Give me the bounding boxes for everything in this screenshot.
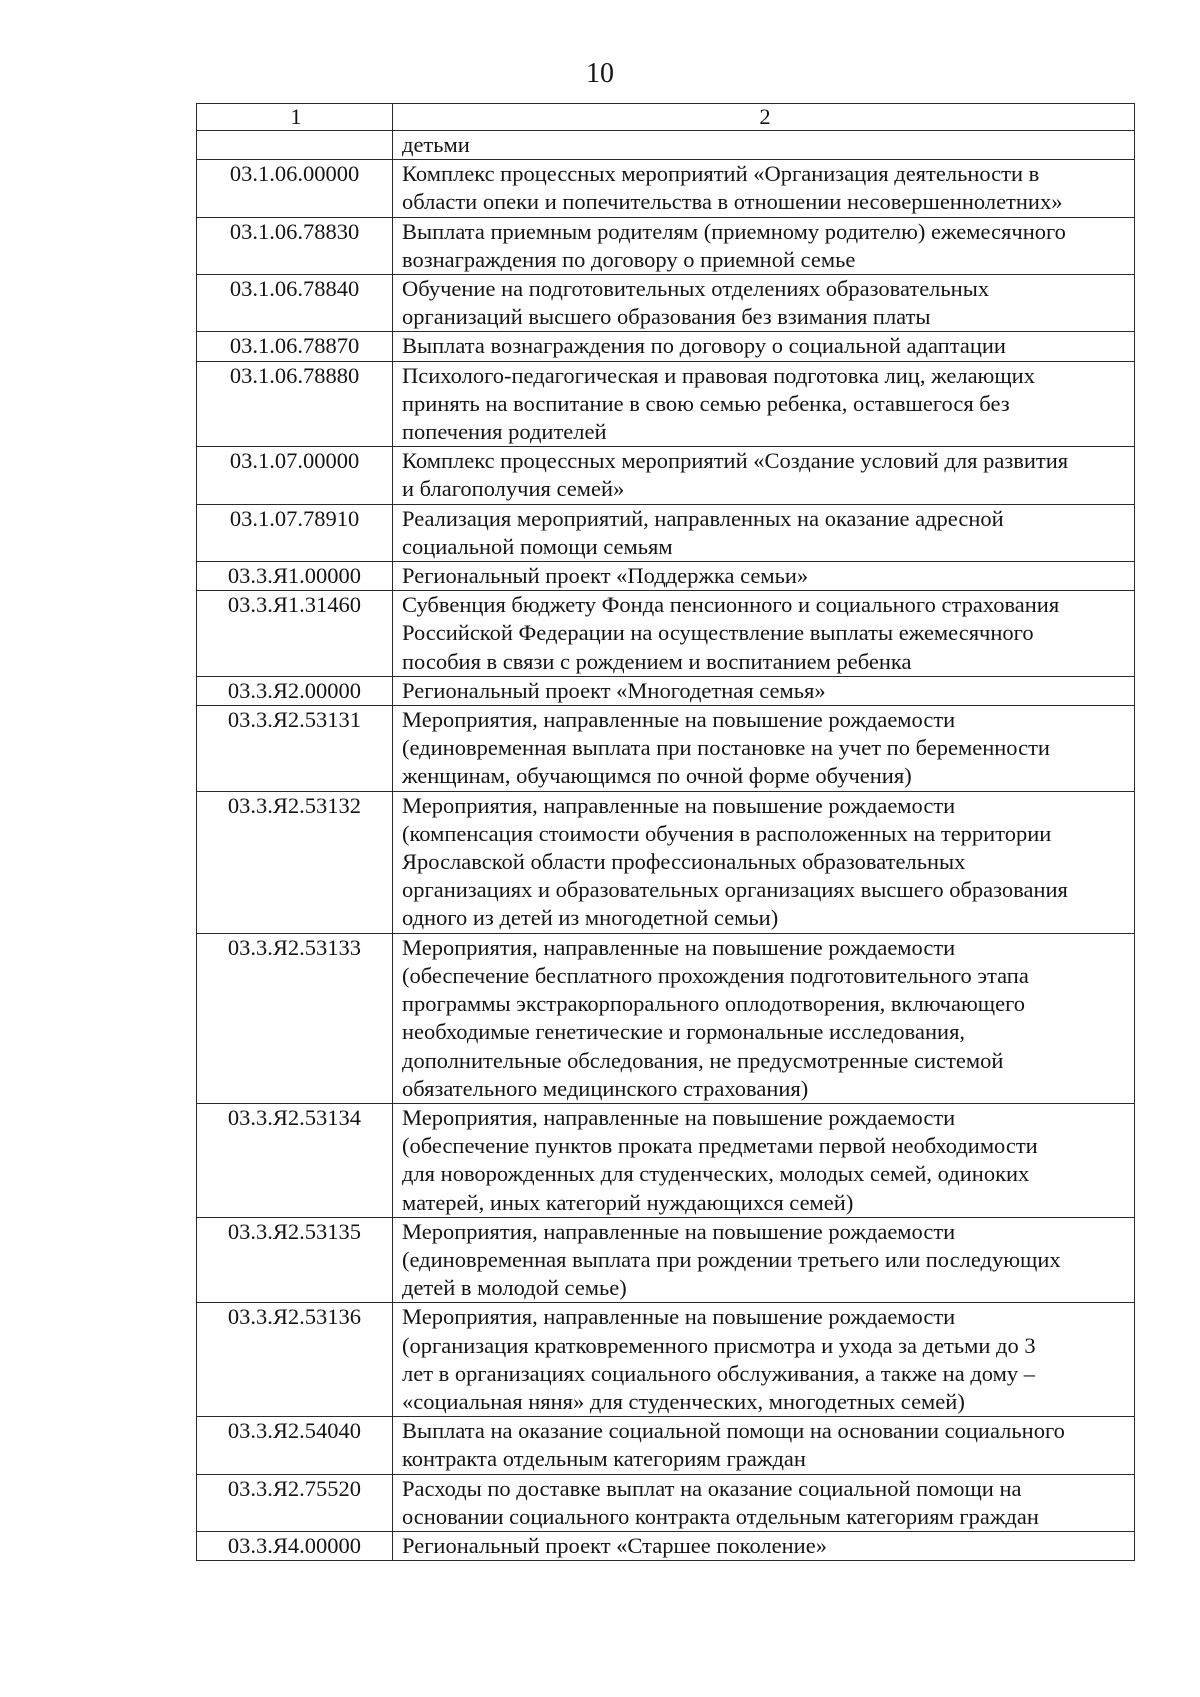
description-line: Мероприятия, направленные на повышение рождаемости — [402, 1104, 956, 1130]
table-row — [197, 361, 1135, 447]
description-line: (организация кратковременного присмотра и ухода за детьми до 3 — [402, 1332, 1036, 1358]
description-line: вознаграждения по договору о приемной семье — [402, 246, 856, 272]
description-line: Психолого-педагогическая и правовая подготовка лиц, желающих — [402, 362, 1035, 388]
description-line: детей в молодой семье) — [402, 1275, 627, 1301]
description-line: необходимые генетические и гормональные исследования, — [402, 1019, 966, 1045]
row-code-cell: 03.3.Я2.53131 — [197, 706, 393, 792]
table-row — [197, 706, 1135, 792]
description-line: Российской Федерации на осуществление выплаты ежемесячного — [402, 620, 1034, 646]
description-line: дополнительные обследования, не предусмотренные системой — [402, 1047, 1004, 1073]
row-description-cell — [393, 361, 1135, 447]
table-row — [197, 591, 1135, 677]
description-line: Расходы по доставке выплат на оказание социальной помощи на — [402, 1475, 1022, 1501]
table-row — [197, 275, 1135, 332]
table-row — [197, 1217, 1135, 1303]
description-line: женщинам, обучающимся по очной форме обучения) — [402, 763, 912, 789]
description-line: (компенсация стоимости обучения в расположенных на территории — [402, 820, 1052, 846]
row-code-cell: 03.3.Я2.00000 — [197, 676, 393, 705]
table-row — [197, 1474, 1135, 1531]
page-number: 10 — [586, 58, 614, 89]
row-description-cell — [393, 562, 1135, 591]
row-description-cell — [393, 676, 1135, 705]
description-line: Мероприятия, направленные на повышение рождаемости — [402, 792, 956, 818]
description-line: Комплекс процессных мероприятий «Организация деятельности в — [402, 161, 1040, 187]
row-code-cell: 03.1.06.78830 — [197, 217, 393, 274]
table-body — [197, 104, 1135, 1561]
table-row — [197, 562, 1135, 591]
row-description-cell — [393, 1303, 1135, 1417]
description-line: (обеспечение пунктов проката предметами первой необходимости — [402, 1133, 1038, 1159]
row-description-cell — [393, 1217, 1135, 1303]
description-line: Ярославской области профессиональных образовательных — [402, 849, 966, 875]
description-line: социальной помощи семьям — [402, 533, 673, 559]
row-description-cell — [393, 1474, 1135, 1531]
row-code-cell — [197, 131, 393, 160]
description-line: основании социального контракта отдельным категориям граждан — [402, 1503, 1039, 1529]
table-row — [197, 217, 1135, 274]
table-row — [197, 676, 1135, 705]
description-line: «социальная няня» для студенческих, многодетных семей) — [402, 1388, 965, 1414]
description-line: области опеки и попечительства в отношении несовершеннолетних» — [402, 189, 1063, 215]
row-description-cell — [393, 1417, 1135, 1474]
row-code-cell: 03.1.06.78840 — [197, 275, 393, 332]
column-header-1: 1 — [197, 104, 393, 131]
table-row — [197, 791, 1135, 933]
description-line: (единовременная выплата при постановке на учет по беременности — [402, 735, 1050, 761]
row-code-cell: 03.3.Я2.53135 — [197, 1217, 393, 1303]
row-description-cell — [393, 332, 1135, 361]
row-code-cell: 03.3.Я1.00000 — [197, 562, 393, 591]
description-line: принять на воспитание в свою семью ребенка, оставшегося без — [402, 390, 1010, 416]
description-line: Региональный проект «Многодетная семья» — [402, 677, 826, 703]
row-description-cell — [393, 1531, 1135, 1560]
row-code-cell: 03.1.07.00000 — [197, 447, 393, 504]
description-line: (обеспечение бесплатного прохождения подготовительного этапа — [402, 962, 1029, 988]
description-line: Региональный проект «Старшее поколение» — [402, 1532, 827, 1558]
description-line: Мероприятия, направленные на повышение рождаемости — [402, 1218, 956, 1244]
row-code-cell: 03.3.Я2.53136 — [197, 1303, 393, 1417]
description-line: Мероприятия, направленные на повышение рождаемости — [402, 1304, 956, 1330]
row-code-cell: 03.3.Я2.53132 — [197, 791, 393, 933]
description-line: программы экстракорпорального оплодотворения, включающего — [402, 991, 1025, 1017]
description-line: организациях и образовательных организациях высшего образования — [402, 877, 1068, 903]
table-row — [197, 1531, 1135, 1560]
row-code-cell: 03.1.06.78870 — [197, 332, 393, 361]
row-description-cell — [393, 791, 1135, 933]
description-line: Обучение на подготовительных отделениях образовательных — [402, 276, 990, 302]
description-line: Выплата вознаграждения по договору о социальной адаптации — [402, 333, 1006, 359]
row-description-cell — [393, 275, 1135, 332]
description-line: матерей, иных категорий нуждающихся семей) — [402, 1189, 854, 1215]
column-header-2: 2 — [393, 104, 1135, 131]
table-row — [197, 504, 1135, 561]
row-description-cell — [393, 1103, 1135, 1217]
row-description-cell — [393, 933, 1135, 1103]
description-line: Комплекс процессных мероприятий «Создание условий для развития — [402, 448, 1069, 474]
table-row — [197, 447, 1135, 504]
row-code-cell: 03.1.07.78910 — [197, 504, 393, 561]
description-line: Выплата на оказание социальной помощи на основании социального — [402, 1418, 1065, 1444]
description-line: и благополучия семей» — [402, 476, 625, 502]
description-line: одного из детей из многодетной семьи) — [402, 905, 779, 931]
table-row — [197, 131, 1135, 160]
table-row — [197, 1417, 1135, 1474]
description-line: (единовременная выплата при рождении третьего или последующих — [402, 1246, 1061, 1272]
description-line: обязательного медицинского страхования) — [402, 1075, 809, 1101]
description-line: попечения родителей — [402, 419, 607, 445]
row-description-cell — [393, 160, 1135, 217]
row-code-cell: 03.1.06.00000 — [197, 160, 393, 217]
row-description-cell — [393, 447, 1135, 504]
row-description-cell — [393, 131, 1135, 160]
description-line: Региональный проект «Поддержка семьи» — [402, 563, 809, 589]
description-line: Выплата приемным родителям (приемному родителю) ежемесячного — [402, 218, 1066, 244]
budget-classification-table — [196, 103, 1135, 1561]
row-code-cell: 03.3.Я2.54040 — [197, 1417, 393, 1474]
row-description-cell — [393, 217, 1135, 274]
row-description-cell — [393, 591, 1135, 677]
description-line: Реализация мероприятий, направленных на оказание адресной — [402, 505, 1004, 531]
description-line: детьми — [402, 132, 470, 157]
description-line: пособия в связи с рождением и воспитанием ребенка — [402, 648, 912, 674]
table-header-row — [197, 104, 1135, 131]
row-code-cell: 03.3.Я4.00000 — [197, 1531, 393, 1560]
row-code-cell: 03.3.Я2.53133 — [197, 933, 393, 1103]
description-line: контракта отдельным категориям граждан — [402, 1446, 806, 1472]
description-line: организаций высшего образования без взимания платы — [402, 304, 931, 330]
row-description-cell — [393, 706, 1135, 792]
description-line: Мероприятия, направленные на повышение рождаемости — [402, 707, 956, 733]
table-row — [197, 1103, 1135, 1217]
table-row — [197, 160, 1135, 217]
description-line: для новорожденных для студенческих, молодых семей, одиноких — [402, 1161, 1030, 1187]
table-row — [197, 933, 1135, 1103]
row-code-cell: 03.3.Я1.31460 — [197, 591, 393, 677]
description-line: Мероприятия, направленные на повышение рождаемости — [402, 934, 956, 960]
row-code-cell: 03.3.Я2.75520 — [197, 1474, 393, 1531]
description-line: лет в организациях социального обслуживания, а также на дому – — [402, 1360, 1035, 1386]
row-code-cell: 03.3.Я2.53134 — [197, 1103, 393, 1217]
row-description-cell — [393, 504, 1135, 561]
description-line: Субвенция бюджету Фонда пенсионного и социального страхования — [402, 592, 1060, 618]
table-row — [197, 1303, 1135, 1417]
table-row — [197, 332, 1135, 361]
row-code-cell: 03.1.06.78880 — [197, 361, 393, 447]
